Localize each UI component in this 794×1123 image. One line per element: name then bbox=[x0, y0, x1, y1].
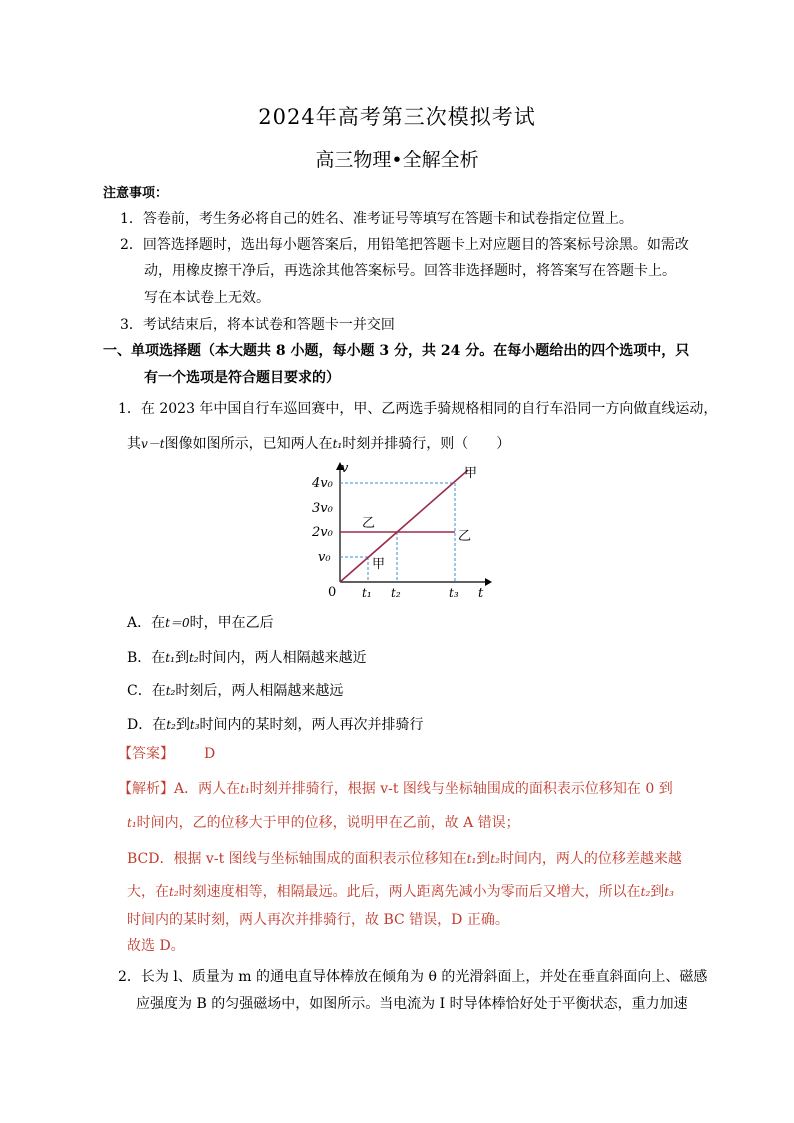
answer-value: D bbox=[204, 746, 216, 762]
math: t₂ bbox=[169, 885, 179, 899]
text: 大，在 bbox=[127, 884, 169, 900]
page-subtitle: 高三物理•全解全析 bbox=[315, 149, 479, 171]
option-c bbox=[127, 681, 343, 701]
text: 到 bbox=[476, 851, 491, 867]
origin-label: 0 bbox=[328, 585, 337, 600]
y-axis-label: v bbox=[341, 462, 349, 476]
x-axis-arrow bbox=[485, 578, 492, 586]
analysis-tag: 【解析】 bbox=[118, 781, 174, 797]
math: t₂ bbox=[165, 684, 176, 698]
tick-t1: t₁ bbox=[362, 586, 372, 600]
notice-item-1: 1．答卷前，考生务必将自己的姓名、准考证号等填写在答题卡和试卷指定位置上。 bbox=[120, 211, 633, 227]
analysis-conclusion: 故选 D。 bbox=[127, 938, 185, 954]
notice-item-2-cont: 动，用橡皮擦干净后，再选涂其他答案标号。回答非选择题时，将答案写在答题卡上。 bbox=[144, 263, 676, 279]
x-axis-label: t bbox=[478, 586, 484, 601]
option-a bbox=[127, 613, 274, 633]
line-jia bbox=[340, 470, 468, 582]
vt-graph bbox=[300, 462, 500, 604]
text: B．在 bbox=[127, 650, 166, 666]
option-d bbox=[127, 715, 424, 735]
math: t₁ bbox=[240, 782, 250, 796]
question-2-stem-cont: 应强度为 B 的匀强磁场中，如图所示。当电流为 I 时导体棒恰好处于平衡状态，重力加速 bbox=[136, 996, 688, 1012]
text: 到 bbox=[175, 717, 190, 733]
text: D．在 bbox=[127, 717, 167, 733]
notice-heading: 注意事项： bbox=[103, 186, 169, 201]
tick-2v0: 2v₀ bbox=[312, 525, 333, 540]
text: 时刻速度相等，相隔最远。此后，两人距离先减小为零而后又增大，所以在 bbox=[178, 884, 641, 900]
text: BCD．根据 v-t 图线与坐标轴围成的面积表示位移知在 bbox=[127, 851, 467, 867]
text: 时，甲在乙后 bbox=[189, 615, 274, 631]
math: t₃ bbox=[189, 718, 200, 732]
text: 时刻并排骑行，则（ ） bbox=[342, 436, 511, 452]
answer-line bbox=[118, 744, 215, 764]
analysis-line-1 bbox=[118, 779, 673, 799]
text: 其 bbox=[127, 436, 141, 452]
question-2-stem: 2．长为 l、质量为 m 的通电直导体棒放在倾角为 θ 的光滑斜面上，并处在垂直斜面向上、磁感 bbox=[118, 969, 708, 985]
tick-3v0: 3v₀ bbox=[312, 501, 333, 516]
text: 图像如图所示，已知两人在 bbox=[164, 436, 333, 452]
analysis-line-5: 时间内的某时刻，两人再次并排骑行，故 BC 错误，D 正确。 bbox=[127, 912, 509, 928]
analysis-line-3 bbox=[127, 849, 682, 869]
analysis-line-2 bbox=[127, 813, 520, 833]
math: v－t bbox=[141, 437, 165, 451]
math: t＝0 bbox=[165, 616, 190, 630]
tick-t2: t₂ bbox=[391, 586, 401, 600]
page-title: 2024年高考第三次模拟考试 bbox=[258, 105, 536, 129]
label-yi-right: 乙 bbox=[458, 529, 472, 544]
math: t₂ bbox=[166, 718, 176, 732]
tick-4v0: 4v₀ bbox=[312, 476, 333, 491]
section-heading-cont: 有一个选项是符合题目要求的） bbox=[144, 370, 340, 386]
notice-item-2-cont2: 写在本试卷上无效。 bbox=[144, 290, 270, 306]
math: t₁ bbox=[165, 651, 175, 665]
math: t₂ bbox=[490, 852, 500, 866]
text: 时间内的某时刻，两人再次并排骑行 bbox=[199, 717, 424, 733]
section-heading: 一、单项选择题（本大题共 8 小题，每小题 3 分，共 24 分。在每小题给出的四个选项中，只 bbox=[103, 343, 690, 359]
text: A．两人在 bbox=[174, 781, 241, 797]
text: 时刻并排骑行，根据 v-t 图线与坐标轴围成的面积表示位移知在 0 到 bbox=[249, 781, 673, 797]
label-jia-low: 甲 bbox=[372, 557, 386, 572]
text: 时刻后，两人相隔越来越远 bbox=[175, 683, 344, 699]
math: t₁ bbox=[466, 852, 477, 866]
text: 到 bbox=[650, 884, 665, 900]
math: t₁ bbox=[332, 437, 343, 451]
text: C．在 bbox=[127, 683, 166, 699]
text: 到 bbox=[174, 650, 189, 666]
tick-v0: v₀ bbox=[318, 550, 331, 565]
question-1-stem-cont bbox=[127, 434, 510, 454]
question-1-stem: 1．在 2023 年中国自行车巡回赛中，甲、乙两选手骑规格相同的自行车沿同一方向做直线运动， bbox=[118, 401, 718, 417]
analysis-line-4 bbox=[127, 882, 674, 902]
math: t₁ bbox=[127, 816, 137, 830]
math: t₂ bbox=[640, 885, 651, 899]
tick-t3: t₃ bbox=[449, 586, 459, 600]
notice-item-2: 2．回答选择题时，选出每小题答案后，用铅笔把答题卡上对应题目的答案标号涂黑。如需改 bbox=[120, 237, 689, 253]
text: 时间内，两人相隔越来越近 bbox=[198, 650, 367, 666]
math: t₃ bbox=[664, 885, 674, 899]
answer-tag: 【答案】 bbox=[118, 746, 174, 762]
notice-item-3: 3．考试结束后，将本试卷和答题卡一并交回 bbox=[120, 317, 395, 333]
label-yi-left: 乙 bbox=[362, 516, 376, 531]
text: 时间内，两人的位移差越来越 bbox=[499, 851, 682, 867]
option-b bbox=[127, 648, 367, 668]
text: 时间内，乙的位移大于甲的位移，说明甲在乙前，故 A 错误； bbox=[136, 815, 520, 831]
label-jia-top: 甲 bbox=[464, 466, 478, 481]
text: A．在 bbox=[127, 615, 166, 631]
math: t₂ bbox=[188, 651, 199, 665]
